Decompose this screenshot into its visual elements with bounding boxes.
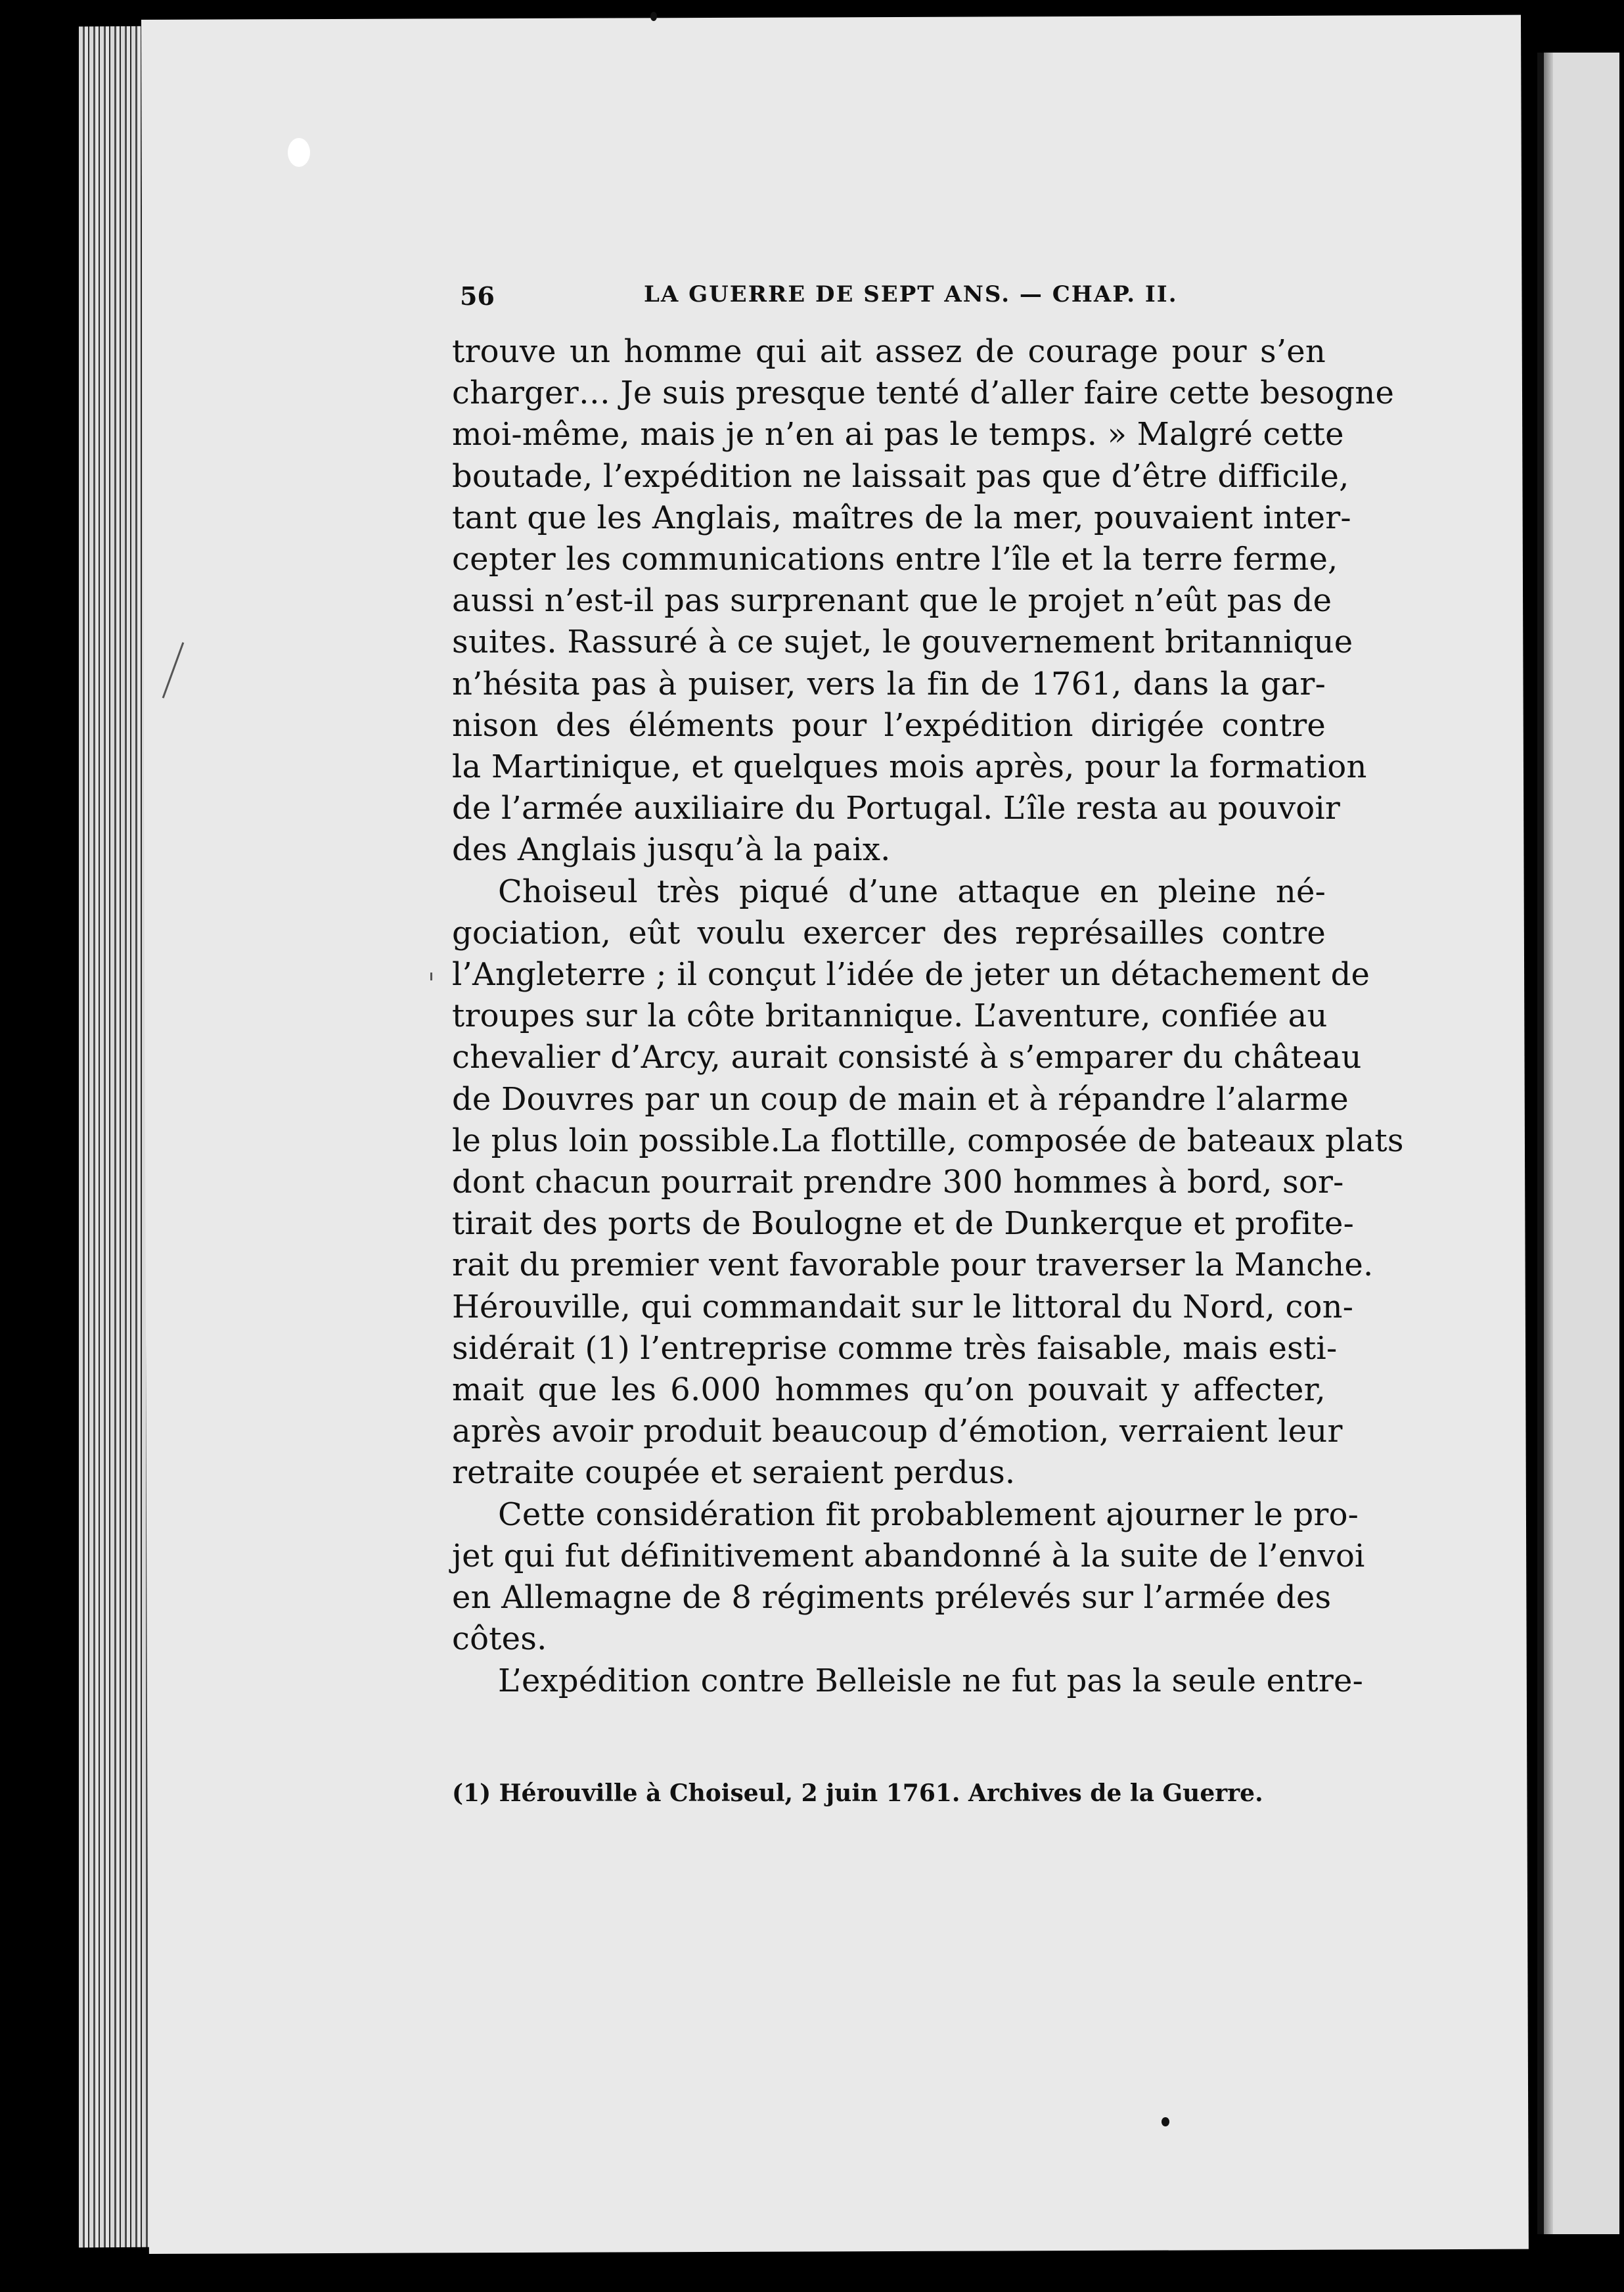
text-line: n’hésita pas à puiser, vers la fin de 1761, dans la gar- [452, 665, 1326, 702]
scan-speck [650, 12, 657, 21]
text-line: chevalier d’Arcy, aurait consisté à s’emparer du château [452, 1039, 1362, 1076]
body-text [452, 331, 1404, 1702]
text-line: nison des éléments pour l’expédition dirigée contre [452, 706, 1326, 744]
text-line: le plus loin possible.La flottille, composée de bateaux plats [452, 1122, 1404, 1159]
text-line: tirait des ports de Boulogne et de Dunkerque et profite- [452, 1205, 1355, 1243]
text-line: moi-même, mais je n’en ai pas le temps. » Malgré cette [452, 416, 1344, 453]
text-line: Hérouville, qui commandait sur le littoral du Nord, con- [452, 1288, 1354, 1325]
footnote: (1) Hérouville à Choiseul, 2 juin 1761. Archives de la Guerre. [452, 1779, 1263, 1807]
text-line: retraite coupée et seraient perdus. [452, 1454, 1016, 1492]
text-line: jet qui fut définitivement abandonné à la suite de l’envoi [452, 1537, 1365, 1574]
facing-page-edge [1537, 53, 1619, 2234]
text-line: gociation, eût voulu exercer des représailles contre [452, 914, 1326, 951]
text-line: tant que les Anglais, maîtres de la mer, pouvaient inter- [452, 499, 1351, 536]
scan-scratch [430, 973, 432, 980]
text-line: la Martinique, et quelques mois après, pour la formation [452, 748, 1367, 786]
text-line: de Douvres par un coup de main et à répandre l’alarme [452, 1080, 1349, 1118]
text-line: suites. Rassuré à ce sujet, le gouvernement britannique [452, 624, 1353, 661]
text-line: côtes. [452, 1620, 547, 1658]
text-line: en Allemagne de 8 régiments prélevés sur l’armée des [452, 1579, 1332, 1616]
text-line: charger… Je suis presque tenté d’aller faire cette besogne [452, 375, 1395, 412]
text-line: rait du premier vent favorable pour traverser la Manche. [452, 1247, 1374, 1284]
scan-speck [1162, 2117, 1169, 2126]
text-line: dont chacun pourrait prendre 300 hommes à bord, sor- [452, 1164, 1344, 1201]
running-head [460, 281, 1610, 321]
text-line: boutade, l’expédition ne laissait pas que d’être difficile, [452, 457, 1349, 495]
text-line: cepter les communications entre l’île et la terre ferme, [452, 541, 1338, 578]
text-line: après avoir produit beaucoup d’émotion, verraient leur [452, 1413, 1343, 1450]
text-line: de l’armée auxiliaire du Portugal. L’île resta au pouvoir [452, 790, 1341, 827]
page-number: 56 [460, 281, 495, 311]
text-line: troupes sur la côte britannique. L’aventure, confiée au [452, 997, 1328, 1035]
paragraph-start-line: Choiseul très piqué d’une attaque en pleine né- [498, 873, 1326, 910]
text-line: aussi n’est-il pas surprenant que le projet n’eût pas de [452, 582, 1332, 620]
running-head-title: LA GUERRE DE SEPT ANS. — CHAP. II. [644, 281, 1178, 308]
scan-speck [288, 138, 310, 167]
text-line: mait que les 6.000 hommes qu’on pouvait y affecter, [452, 1371, 1326, 1409]
text-line: sidérait (1) l’entreprise comme très faisable, mais esti- [452, 1329, 1338, 1367]
paragraph-start-line: Cette considération fit probablement ajourner le pro- [498, 1496, 1359, 1533]
text-line: des Anglais jusqu’à la paix. [452, 831, 891, 869]
paragraph-start-line: L’expédition contre Belleisle ne fut pas la seule entre- [498, 1662, 1364, 1699]
text-line: l’Angleterre ; il conçut l’idée de jeter un détachement de [452, 956, 1370, 994]
text-line: trouve un homme qui ait assez de courage pour s’en [452, 333, 1326, 370]
